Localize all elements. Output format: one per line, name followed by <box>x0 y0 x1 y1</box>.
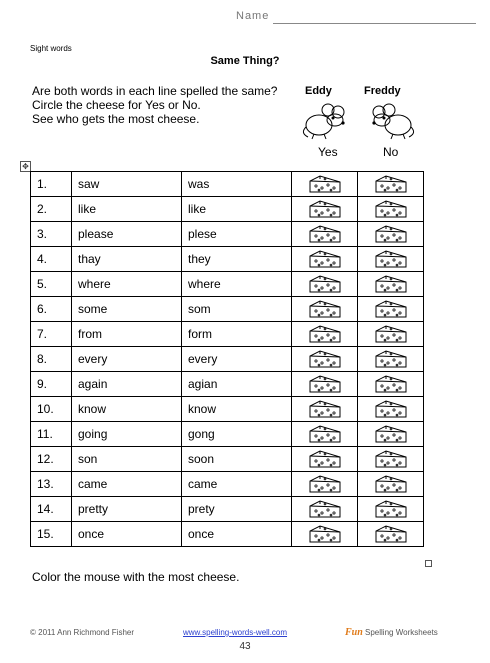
name-underline <box>273 23 476 24</box>
yes-label: Yes <box>318 145 338 159</box>
subject-label: Sight words <box>30 44 72 53</box>
cheese-icon[interactable] <box>358 199 423 219</box>
word-one: please <box>72 222 182 247</box>
cheese-icon[interactable] <box>292 499 357 519</box>
cheese-icon[interactable] <box>358 274 423 294</box>
no-cheese-cell[interactable] <box>358 372 424 397</box>
row-number: 7. <box>31 322 72 347</box>
word-two: every <box>182 347 292 372</box>
word-one: again <box>72 372 182 397</box>
no-cheese-cell[interactable] <box>358 522 424 547</box>
row-number: 14. <box>31 497 72 522</box>
worksheet-title: Same Thing? <box>210 55 280 67</box>
no-cheese-cell[interactable] <box>358 172 424 197</box>
row-number: 2. <box>31 197 72 222</box>
yes-cheese-cell[interactable] <box>292 372 358 397</box>
word-one: like <box>72 197 182 222</box>
word-one: son <box>72 447 182 472</box>
yes-cheese-cell[interactable] <box>292 197 358 222</box>
word-two: soon <box>182 447 292 472</box>
yes-cheese-cell[interactable] <box>292 347 358 372</box>
yes-cheese-cell[interactable] <box>292 397 358 422</box>
brand-fun: Fun <box>345 627 363 638</box>
row-number: 3. <box>31 222 72 247</box>
table-row <box>31 522 424 547</box>
yes-cheese-cell[interactable] <box>292 422 358 447</box>
row-number: 4. <box>31 247 72 272</box>
row-number: 5. <box>31 272 72 297</box>
cheese-icon[interactable] <box>358 174 423 194</box>
cheese-icon[interactable] <box>358 249 423 269</box>
cheese-icon[interactable] <box>292 399 357 419</box>
cheese-icon[interactable] <box>292 224 357 244</box>
word-two: once <box>182 522 292 547</box>
brand <box>345 627 438 638</box>
word-one: once <box>72 522 182 547</box>
table-resize-handle[interactable] <box>425 560 432 567</box>
word-two: gong <box>182 422 292 447</box>
cheese-icon[interactable] <box>292 424 357 444</box>
yes-cheese-cell[interactable] <box>292 322 358 347</box>
no-cheese-cell[interactable] <box>358 447 424 472</box>
table-row <box>31 347 424 372</box>
cheese-icon[interactable] <box>358 299 423 319</box>
cheese-icon[interactable] <box>358 474 423 494</box>
row-number: 12. <box>31 447 72 472</box>
no-cheese-cell[interactable] <box>358 422 424 447</box>
no-cheese-cell[interactable] <box>358 272 424 297</box>
instruction-line: Circle the cheese for Yes or No. <box>32 98 201 112</box>
row-number: 11. <box>31 422 72 447</box>
no-cheese-cell[interactable] <box>358 247 424 272</box>
word-two: som <box>182 297 292 322</box>
word-two: form <box>182 322 292 347</box>
row-number: 1. <box>31 172 72 197</box>
yes-cheese-cell[interactable] <box>292 297 358 322</box>
word-two: like <box>182 197 292 222</box>
cheese-icon[interactable] <box>292 299 357 319</box>
cheese-icon[interactable] <box>292 324 357 344</box>
no-cheese-cell[interactable] <box>358 297 424 322</box>
freddy-name: Freddy <box>364 85 401 97</box>
no-cheese-cell[interactable] <box>358 222 424 247</box>
instruction-line: Are both words in each line spelled the same? <box>32 84 278 98</box>
table-row <box>31 397 424 422</box>
no-cheese-cell[interactable] <box>358 197 424 222</box>
row-number: 10. <box>31 397 72 422</box>
cheese-icon[interactable] <box>358 224 423 244</box>
word-one: every <box>72 347 182 372</box>
table-row <box>31 322 424 347</box>
word-two: know <box>182 397 292 422</box>
yes-cheese-cell[interactable] <box>292 447 358 472</box>
row-number: 13. <box>31 472 72 497</box>
row-number: 8. <box>31 347 72 372</box>
word-two: where <box>182 272 292 297</box>
word-one: pretty <box>72 497 182 522</box>
name-field[interactable] <box>236 8 476 26</box>
cheese-icon[interactable] <box>358 424 423 444</box>
word-two: they <box>182 247 292 272</box>
yes-cheese-cell[interactable] <box>292 222 358 247</box>
cheese-icon[interactable] <box>292 449 357 469</box>
cheese-icon[interactable] <box>358 349 423 369</box>
footer-instruction: Color the mouse with the most cheese. <box>32 570 240 584</box>
word-two: plese <box>182 222 292 247</box>
cheese-icon[interactable] <box>292 349 357 369</box>
brand-rest: Spelling Worksheets <box>362 628 438 637</box>
cheese-icon[interactable] <box>358 449 423 469</box>
word-one: going <box>72 422 182 447</box>
yes-cheese-cell[interactable] <box>292 522 358 547</box>
cheese-icon[interactable] <box>358 399 423 419</box>
word-one: know <box>72 397 182 422</box>
word-two: was <box>182 172 292 197</box>
word-two: agian <box>182 372 292 397</box>
no-cheese-cell[interactable] <box>358 397 424 422</box>
copyright: © 2011 Ann Richmond Fisher <box>30 628 135 637</box>
cheese-icon[interactable] <box>292 474 357 494</box>
yes-cheese-cell[interactable] <box>292 172 358 197</box>
table-row <box>31 472 424 497</box>
no-cheese-cell[interactable] <box>358 347 424 372</box>
instruction-line: See who gets the most cheese. <box>32 112 200 126</box>
cheese-icon[interactable] <box>358 324 423 344</box>
cheese-icon[interactable] <box>292 199 357 219</box>
mouse-icon[interactable] <box>367 103 415 143</box>
word-one: some <box>72 297 182 322</box>
word-one: where <box>72 272 182 297</box>
yes-cheese-cell[interactable] <box>292 497 358 522</box>
cheese-icon[interactable] <box>358 524 423 544</box>
row-number: 15. <box>31 522 72 547</box>
word-two: came <box>182 472 292 497</box>
cheese-icon[interactable] <box>292 524 357 544</box>
table-move-handle-icon[interactable]: ✥ <box>20 161 31 172</box>
table-row <box>31 297 424 322</box>
yes-cheese-cell[interactable] <box>292 272 358 297</box>
name-label: Name <box>236 10 270 22</box>
table-row <box>31 172 424 197</box>
site-link[interactable]: www.spelling-words-well.com <box>183 628 288 637</box>
row-number: 6. <box>31 297 72 322</box>
word-one: came <box>72 472 182 497</box>
page-number: 43 <box>239 641 251 652</box>
table-row <box>31 222 424 247</box>
cheese-icon[interactable] <box>358 374 423 394</box>
instructions <box>32 84 277 126</box>
word-two: prety <box>182 497 292 522</box>
table-row <box>31 247 424 272</box>
no-cheese-cell[interactable] <box>358 472 424 497</box>
word-one: saw <box>72 172 182 197</box>
table-row <box>31 422 424 447</box>
word-one: thay <box>72 247 182 272</box>
cheese-icon[interactable] <box>292 274 357 294</box>
row-number: 9. <box>31 372 72 397</box>
table-row <box>31 197 424 222</box>
no-label: No <box>383 145 399 159</box>
word-table <box>30 171 424 547</box>
no-cheese-cell[interactable] <box>358 322 424 347</box>
no-cheese-cell[interactable] <box>358 497 424 522</box>
word-one: from <box>72 322 182 347</box>
table-row <box>31 497 424 522</box>
mouse-icon[interactable] <box>302 103 350 143</box>
yes-cheese-cell[interactable] <box>292 472 358 497</box>
table-row <box>31 372 424 397</box>
table-row <box>31 272 424 297</box>
cheese-icon[interactable] <box>292 374 357 394</box>
cheese-icon[interactable] <box>292 174 357 194</box>
table-row <box>31 447 424 472</box>
cheese-icon[interactable] <box>358 499 423 519</box>
cheese-icon[interactable] <box>292 249 357 269</box>
yes-cheese-cell[interactable] <box>292 247 358 272</box>
eddy-name: Eddy <box>305 85 332 97</box>
